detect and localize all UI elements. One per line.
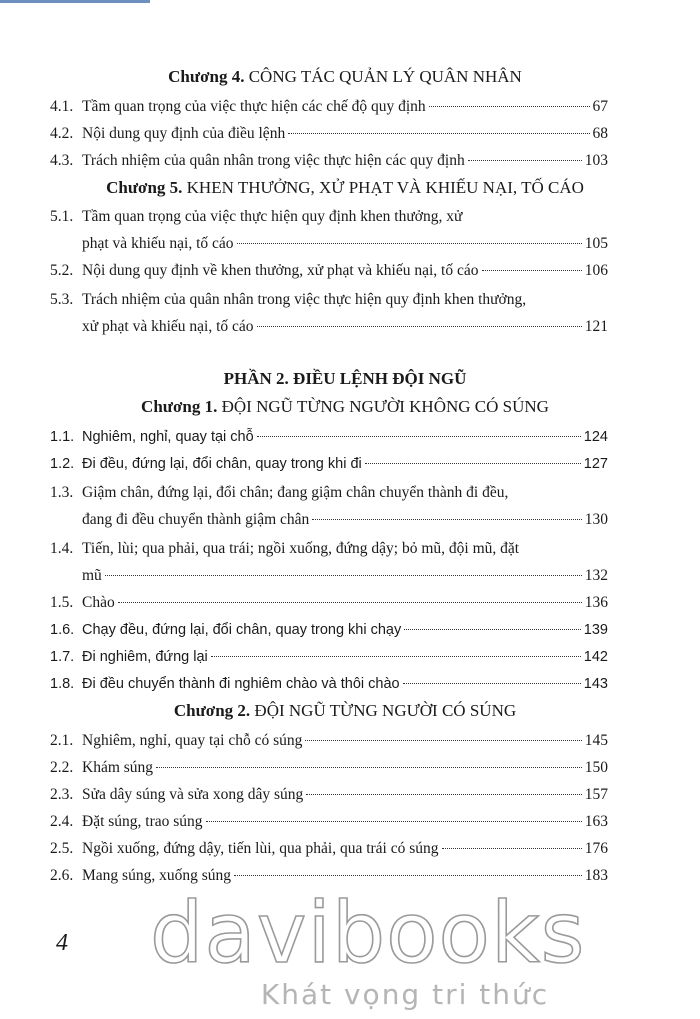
toc-entry[interactable] [50,96,608,118]
entry-page: 139 [583,622,608,638]
dot-leader [105,574,582,576]
toc-entry-first-line[interactable] [50,289,608,311]
entry-title: Đi nghiêm, đứng lại [82,649,208,665]
entry-number: 1.2. [50,456,75,472]
toc-entry-second-line[interactable] [50,316,608,338]
toc-entry-second-line[interactable] [50,233,608,255]
entry-title: Đi đều chuyển thành đi nghiêm chào và thôi chào [82,676,400,692]
entry-number: 4.1. [50,98,74,115]
entry-title: đang đi đều chuyển thành giậm chân [82,511,310,528]
chapter-heading [50,66,640,88]
entry-title: xử phạt và khiếu nại, tố cáo [82,318,254,335]
entry-number: 1.1. [50,429,75,445]
dot-leader [442,847,582,849]
watermark-tagline: Khát vọng tri thức [260,978,550,1011]
chapter-title: CÔNG TÁC QUẢN LÝ QUÂN NHÂN [248,67,522,86]
dot-leader [234,874,582,876]
entry-page: 142 [583,649,608,665]
part-heading: PHẦN 2. ĐIỀU LỆNH ĐỘI NGŨ [223,369,467,388]
dot-leader [429,105,590,107]
toc-entry[interactable] [50,646,608,668]
toc-entry-first-line[interactable] [50,538,608,560]
toc-entry[interactable] [50,426,608,448]
entry-title: Nghiêm, nghỉ, quay tại chỗ có súng [82,732,303,749]
entry-page: 124 [583,429,608,445]
entry-number: 2.6. [50,867,74,884]
toc-entry[interactable] [50,784,608,806]
dot-leader [118,601,582,603]
entry-number: 5.1. [50,208,74,225]
entry-title: Đặt súng, trao súng [82,813,203,830]
entry-number: 1.5. [50,594,74,611]
entry-page: 68 [592,125,608,142]
entry-number: 1.3. [50,484,74,501]
dot-leader [156,766,582,768]
toc-entry[interactable] [50,592,608,614]
entry-title: Trách nhiệm của quân nhân trong việc thực hiện các quy định [82,152,465,169]
toc-entry[interactable] [50,619,608,641]
top-edge-line [0,0,150,3]
toc-entry-first-line[interactable] [50,206,608,228]
entry-number: 2.4. [50,813,74,830]
entry-title: Nghiêm, nghỉ, quay tại chỗ [82,429,254,445]
entry-number: 4.3. [50,152,74,169]
watermark-logo: davibooks [150,884,586,982]
chapter-heading [50,700,640,722]
entry-number: 5.2. [50,262,74,279]
entry-number: 1.6. [50,622,75,638]
entry-title: Giậm chân, đứng lại, đổi chân; đang giậm chân chuyển thành đi đều, [82,484,509,501]
dot-leader [206,820,582,822]
entry-page: 183 [584,867,608,884]
toc-entry-second-line[interactable] [50,565,608,587]
entry-title: Chạy đều, đứng lại, đổi chân, quay trong khi chạy [82,622,402,638]
dot-leader [288,132,589,134]
entry-page: 150 [584,759,608,776]
entry-title: Nội dung quy định của điều lệnh [82,125,286,142]
entry-title: Chào [82,594,115,611]
toc-entry[interactable] [50,260,608,282]
entry-title: Tiến, lùi; qua phải, qua trái; ngồi xuống, đứng dậy; bỏ mũ, đội mũ, đặt [82,540,520,557]
entry-number: 2.5. [50,840,74,857]
entry-page: 67 [592,98,608,115]
entry-page: 143 [583,676,608,692]
entry-title: Trách nhiệm của quân nhân trong việc thực hiện quy định khen thưởng, [82,291,527,308]
chapter-label: Chương 5. [106,178,183,197]
dot-leader [257,325,582,327]
dot-leader [404,628,581,630]
entry-title: Ngồi xuống, đứng dậy, tiến lùi, qua phải, qua trái có súng [82,840,439,857]
entry-page: 103 [584,152,608,169]
entry-number: 1.8. [50,676,75,692]
entry-page: 127 [583,456,608,472]
entry-page: 145 [584,732,608,749]
toc-entry[interactable] [50,730,608,752]
entry-page: 105 [584,235,608,252]
toc-entry[interactable] [50,123,608,145]
chapter-label: Chương 2. [173,701,251,720]
entry-title: phạt và khiếu nại, tố cáo [82,235,234,252]
dot-leader [468,159,582,161]
dot-leader [257,435,581,437]
entry-title: mũ [82,567,102,584]
entry-title: Tầm quan trọng của việc thực hiện các chế độ quy định [82,98,426,115]
chapter-label: Chương 4. [168,67,245,86]
entry-number: 5.3. [50,291,74,308]
page-number: 4 [56,930,68,956]
entry-title: Nội dung quy định về khen thưởng, xử phạt và khiếu nại, tố cáo [82,262,479,279]
chapter-heading [50,396,640,418]
entry-number: 1.4. [50,540,74,557]
toc-entry-second-line[interactable] [50,509,608,531]
dot-leader [482,269,582,271]
entry-title: Đi đều, đứng lại, đổi chân, quay trong khi đi [82,456,362,472]
dot-leader [237,242,582,244]
entry-number: 2.2. [50,759,74,776]
dot-leader [312,518,581,520]
entry-page: 157 [584,786,608,803]
dot-leader [365,462,581,464]
entry-title: Khám súng [82,759,154,776]
toc-entry[interactable] [50,150,608,172]
entry-title: Mang súng, xuống súng [82,867,231,884]
entry-number: 2.3. [50,786,74,803]
entry-number: 1.7. [50,649,75,665]
dot-leader [403,682,581,684]
entry-title: Tầm quan trọng của việc thực hiện quy định khen thưởng, xử [82,208,463,225]
chapter-title: KHEN THƯỞNG, XỬ PHẠT VÀ KHIẾU NẠI, TỐ CÁO [186,178,584,197]
entry-page: 136 [584,594,608,611]
dot-leader [306,793,581,795]
toc-entry[interactable] [50,811,608,833]
entry-title: Sửa dây súng và sửa xong dây súng [82,786,304,803]
chapter-title: ĐỘI NGŨ TỪNG NGƯỜI CÓ SÚNG [254,701,517,720]
entry-page: 176 [584,840,608,857]
chapter-heading [50,177,640,199]
dot-leader [305,739,581,741]
entry-page: 130 [584,511,608,528]
entry-number: 4.2. [50,125,74,142]
entry-page: 106 [584,262,608,279]
toc-entry[interactable] [50,673,608,695]
toc-entry[interactable] [50,757,608,779]
toc-entry[interactable] [50,453,608,475]
entry-page: 132 [584,567,608,584]
entry-page: 163 [584,813,608,830]
toc-entry-first-line[interactable] [50,482,608,504]
dot-leader [211,655,581,657]
toc-entry[interactable] [50,838,608,860]
entry-page: 121 [584,318,608,335]
chapter-title: ĐỘI NGŨ TỪNG NGƯỜI KHÔNG CÓ SÚNG [221,397,549,416]
entry-number: 2.1. [50,732,74,749]
chapter-label: Chương 1. [141,397,218,416]
